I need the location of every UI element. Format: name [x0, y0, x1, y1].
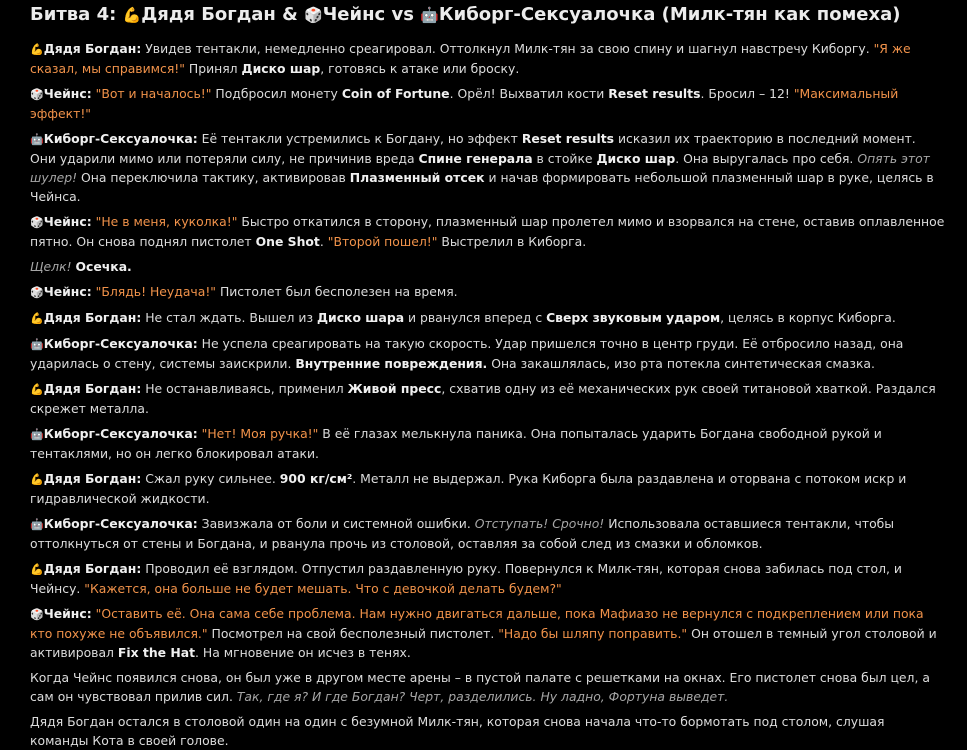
bold-term: Reset results — [608, 86, 701, 101]
quote-text: "Кажется, она больше не будет мешать. Что с девочкой делать будем?" — [84, 581, 562, 596]
speaker-name: Дядя Богдан: — [43, 310, 142, 325]
speaker-name: Чейнс: — [43, 214, 92, 229]
narration-text: Пистолет был бесполезен на время. — [216, 284, 458, 299]
quote-text: "Максимальный эффект!" — [30, 86, 899, 121]
quote-text: "Нет! Моя ручка!" — [201, 426, 319, 441]
narration-text: Подбросил монету — [211, 86, 342, 101]
quote-text: "Не в меня, куколка!" — [95, 214, 238, 229]
game-die-icon: 🎲 — [30, 286, 44, 299]
robot-face-icon: 🤖 — [30, 338, 44, 351]
story-paragraph — [30, 282, 945, 302]
title-cyborg: Киборг-Сексуалочка (Милк-тян как помеха) — [438, 4, 901, 25]
speaker-name: Киборг-Сексуалочка: — [43, 336, 198, 351]
story-paragraph — [30, 39, 945, 78]
narration-text: . Она выругалась про себя. — [675, 151, 858, 166]
speaker-name: Дядя Богдан: — [43, 471, 142, 486]
quote-text: "Оставить её. Она сама себе проблема. Нам нужно двигаться дальше, пока Мафиазо не вернулся с подкреплением или пока кто похуже не объявился." — [30, 606, 924, 641]
bold-term: Спине генерала — [418, 151, 533, 166]
narration-text: Использовала оставшиеся тентакли, чтобы оттолкнуться от стены и Богдана, и рванула прочь из столовой, оставляя за собой след из смазки и обломков. — [30, 516, 895, 551]
narration-text: Увидев тентакли, немедленно среагировал. Оттолкнул Милк-тян за свою спину и шагнул навстречу Киборгу. — [141, 41, 874, 56]
narration-text: исказил их траекторию в последний момент. Они ударили мимо или потеряли силу, не причинив вреда — [30, 131, 916, 166]
speaker-name: Дядя Богдан: — [43, 381, 142, 396]
narration-text: Не останавливаясь, применил — [141, 381, 348, 396]
narration-text: . Бросил – 12! — [700, 86, 794, 101]
story-paragraph — [30, 712, 945, 750]
narration-text: Завизжала от боли и системной ошибки. — [197, 516, 475, 531]
game-die-icon: 🎲 — [304, 6, 323, 24]
bold-term: Плазменный отсек — [349, 170, 485, 185]
robot-face-icon: 🤖 — [30, 133, 44, 146]
speaker-name: Чейнс: — [43, 606, 92, 621]
speaker-name: Чейнс: — [43, 284, 92, 299]
narration-text: в стойке — [532, 151, 597, 166]
narration-text: Она закашлялась, изо рта потекла синтетическая смазка. — [487, 356, 875, 371]
bold-term: Fix the Hat — [117, 645, 196, 660]
bold-term: 900 кг/см² — [279, 471, 353, 486]
bold-term: Coin of Fortune — [341, 86, 450, 101]
narration-text: Сжал руку сильнее. — [141, 471, 280, 486]
game-die-icon: 🎲 — [30, 608, 44, 621]
narration-text: и рванулся вперед с — [404, 310, 547, 325]
game-die-icon: 🎲 — [30, 88, 44, 101]
italic-thought: Опять этот шулер! — [30, 151, 930, 185]
speaker-name: Киборг-Сексуалочка: — [43, 516, 198, 531]
speaker-name: Киборг-Сексуалочка: — [43, 131, 198, 146]
narration-text: Выстрелил в Киборга. — [437, 234, 587, 249]
flexed-biceps-icon: 💪 — [122, 6, 142, 24]
narration-text: . На мгновение он исчез в тенях. — [195, 645, 411, 660]
story-paragraph — [30, 514, 945, 553]
bold-term: Диско шар — [241, 61, 321, 76]
story-paragraph — [30, 604, 945, 662]
bold-term: Осечка. — [75, 259, 132, 274]
narration-text: , целясь в корпус Киборга. — [720, 310, 896, 325]
narration-text: Не успела среагировать на такую скорость. Удар пришелся точно в центр груди. Её отбросило назад, она ударилась о стену, системы заискрили. — [30, 336, 904, 371]
narration-text: и начав формировать небольшой плазменный шар в руке, целясь в Чейнса. — [30, 170, 934, 204]
story-body — [30, 39, 945, 750]
story-paragraph — [30, 559, 945, 598]
bold-term: Reset results — [521, 131, 615, 146]
bold-term: Внутренние повреждения. — [295, 356, 488, 371]
title-chains: Чейнс vs — [322, 4, 421, 25]
quote-text: "Надо бы шляпу поправить." — [498, 626, 688, 641]
story-paragraph — [30, 424, 945, 463]
title-bogdan: Дядя Богдан & — [141, 4, 305, 25]
italic-thought: Так, где я? И где Богдан? Черт, разделились. Ну ладно, Фортуна выведет. — [236, 689, 729, 704]
robot-face-icon: 🤖 — [420, 6, 439, 24]
narration-text: Быстро откатился в сторону, плазменный шар пролетел мимо и взорвался на стене, оставив оплавленное пятно. Он снова поднял пистолет — [30, 214, 945, 249]
narration-text: , схватив одну из её механических рук своей титановой хваткой. Раздался скрежет металла. — [30, 381, 936, 416]
narration-text: Её тентакли устремились к Богдану, но эффект — [197, 131, 522, 146]
narration-text: Она переключила тактику, активировав — [77, 170, 350, 185]
story-paragraph — [30, 212, 945, 251]
narration-text: . — [319, 234, 328, 249]
story-paragraph — [30, 129, 945, 206]
bold-term: Живой пресс — [347, 381, 442, 396]
bold-term: Сверх звуковым ударом — [546, 310, 721, 325]
narration-text: , готовясь к атаке или броску. — [320, 61, 520, 76]
story-paragraph — [30, 379, 945, 418]
narration-text: Посмотрел на свой бесполезный пистолет. — [207, 626, 499, 641]
quote-text: "Второй пошел!" — [327, 234, 438, 249]
story-paragraph — [30, 308, 945, 328]
quote-text: "Блядь! Неудача!" — [95, 284, 216, 299]
battle-title — [30, 3, 945, 27]
narration-text: Проводил её взглядом. Отпустил раздавленную руку. Повернулся к Милк-тян, которая снова забилась под стол, и Чейнсу. — [30, 561, 902, 596]
narration-text: Он отошел в темный угол столовой и активировал — [30, 626, 937, 660]
speaker-name: Дядя Богдан: — [43, 41, 142, 56]
flexed-biceps-icon: 💪 — [30, 43, 44, 56]
flexed-biceps-icon: 💪 — [30, 312, 44, 325]
bold-term: Диско шара — [317, 310, 405, 325]
narration-text: Когда Чейнс появился снова, он был уже в другом месте арены – в пустой палате с решетками на окнах. Его пистолет снова был цел, а сам он чувствовал прилив сил. — [30, 670, 930, 704]
flexed-biceps-icon: 💪 — [30, 563, 44, 576]
quote-text: "Вот и началось!" — [95, 86, 212, 101]
narration-text: В её глазах мелькнула паника. Она попыталась ударить Богдана свободной рукой и тентаклями, но он легко блокировал атаки. — [30, 426, 882, 461]
robot-face-icon: 🤖 — [30, 518, 44, 531]
narration-text: Дядя Богдан остался в столовой один на один с безумной Милк-тян, которая снова начала что-то бормотать под столом, слушая команды Кота в своей голове. — [30, 714, 885, 748]
narration-text: Не стал ждать. Вышел из — [141, 310, 317, 325]
narration-text: . Орёл! Выхватил кости — [449, 86, 609, 101]
italic-thought: Отступать! Срочно! — [474, 516, 605, 531]
story-paragraph — [30, 469, 945, 508]
flexed-biceps-icon: 💪 — [30, 473, 44, 486]
speaker-name: Киборг-Сексуалочка: — [43, 426, 198, 441]
game-die-icon: 🎲 — [30, 216, 44, 229]
speaker-name: Дядя Богдан: — [43, 561, 142, 576]
story-paragraph — [30, 257, 945, 276]
story-paragraph — [30, 668, 945, 706]
bold-term: Диско шар — [596, 151, 676, 166]
narration-text: Принял — [184, 61, 242, 76]
story-paragraph — [30, 334, 945, 373]
title-prefix: Битва 4: — [30, 4, 123, 25]
narration-text: . Металл не выдержал. Рука Киборга была раздавлена и оторвана с потоком искр и гидравлической жидкости. — [30, 471, 907, 506]
quote-text: "Я же сказал, мы справимся!" — [30, 41, 911, 76]
italic-thought: Щелк! — [30, 259, 72, 274]
bold-term: One Shot — [255, 234, 320, 249]
speaker-name: Чейнс: — [43, 86, 92, 101]
flexed-biceps-icon: 💪 — [30, 383, 44, 396]
story-paragraph — [30, 84, 945, 123]
robot-face-icon: 🤖 — [30, 428, 44, 441]
